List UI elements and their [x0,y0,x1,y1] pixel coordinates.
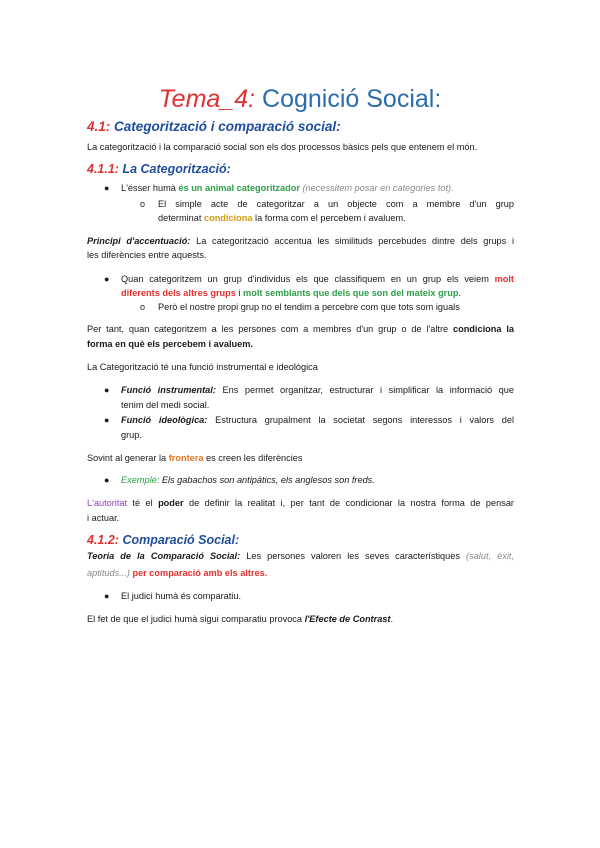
principi-accentuacio-line-2: les diferències entre aquests. [87,250,207,260]
judici-bullet: El judici humà és comparatiu. [121,591,242,601]
efecte-contrast-paragraph: El fet de que el judici humà sigui comparatiu provoca l'Efecte de Contrast. [87,614,394,624]
per-tant-line-1: Per tant, quan categoritzem a les persones com a membres d'un grup o de l'altre condiciona la [87,324,514,334]
principi-accentuacio-line-1: Principi d'accentuació: La categorització accentua les similituds percebudes dintre dels grups i [87,236,514,246]
bullet-categoritzem-line-2: diferents dels altres grups i molt semblants que dels que son del mateix grup. [121,288,462,298]
title-prefix: Tema_4: [158,85,256,113]
funcio-paragraph: La Categorització té una funció instrumental e ideològica [87,362,318,372]
funcio-instrumental-line-2: tenim del medi social. [121,400,210,410]
funcio-instrumental-line-1: Funció instrumental: Ens permet organitzar, estructurar i simplificar la informació que [121,385,515,395]
intro-paragraph: La categorització i la comparació social son els dos processos bàsics pels que entenem el món. [87,142,478,152]
bullet-dot: ● [104,475,110,485]
bullet-dot: ● [104,415,110,425]
sub-bullet-circle: o [140,302,146,312]
bullet-dot: ● [104,274,110,284]
section-heading-4-1-1: 4.1.1: La Categorització: [87,162,231,176]
bullet-animal-categoritzador: L'ésser humà és un animal categoritzador (necessitem posar en categories tot). [121,183,454,193]
teoria-comparacio-line-2: aptituds...) per comparació amb els altres. [87,568,268,578]
title-text: Cognició Social: [255,85,442,113]
bullet-categoritzem-line-1: Quan categoritzem un grup d'individus els que classifiquem en un grup els veiem molt [121,274,514,284]
teoria-comparacio-line-1: Teoria de la Comparació Social: Les persones valoren les seves característiques (salut, èxit, [87,551,514,561]
funcio-ideologica-line-2: grup. [121,430,142,440]
per-tant-line-2: forma en què els percebem i avaluem. [87,339,253,349]
sovint-paragraph: Sovint al generar la frontera es creen les diferències [87,453,303,463]
bullet-dot: ● [104,183,110,193]
sub-bullet-propi-grup: Però el nostre propi grup no el tendim a percebre com que tots som iguals [158,302,460,312]
autoritat-line-2: i actuar. [87,513,120,523]
autoritat-line-1: L'autoritat té el poder de definir la realitat i, per tant de condicionar la nostra forma de pensar [87,498,514,508]
bullet-dot: ● [104,385,110,395]
sub-bullet-line-2: determinat condiciona la forma com el percebem i avaluem. [158,213,406,223]
section-heading-4-1: 4.1: Categorització i comparació social: [87,119,341,134]
bullet-dot: ● [104,591,110,601]
sub-bullet-circle: o [140,199,146,209]
section-heading-4-1-2: 4.1.2: Comparació Social: [87,533,240,547]
page-title [0,82,600,116]
funcio-ideologica-line-1: Funció ideològica: Estructura grupalment la societat segons interessos i valors del [121,415,514,425]
sub-bullet-line-1: El simple acte de categoritzar a un objecte com a membre d'un grup [158,199,514,209]
exemple-bullet: Exemple: Els gabachos son antipàtics, els anglesos son freds. [121,475,375,485]
